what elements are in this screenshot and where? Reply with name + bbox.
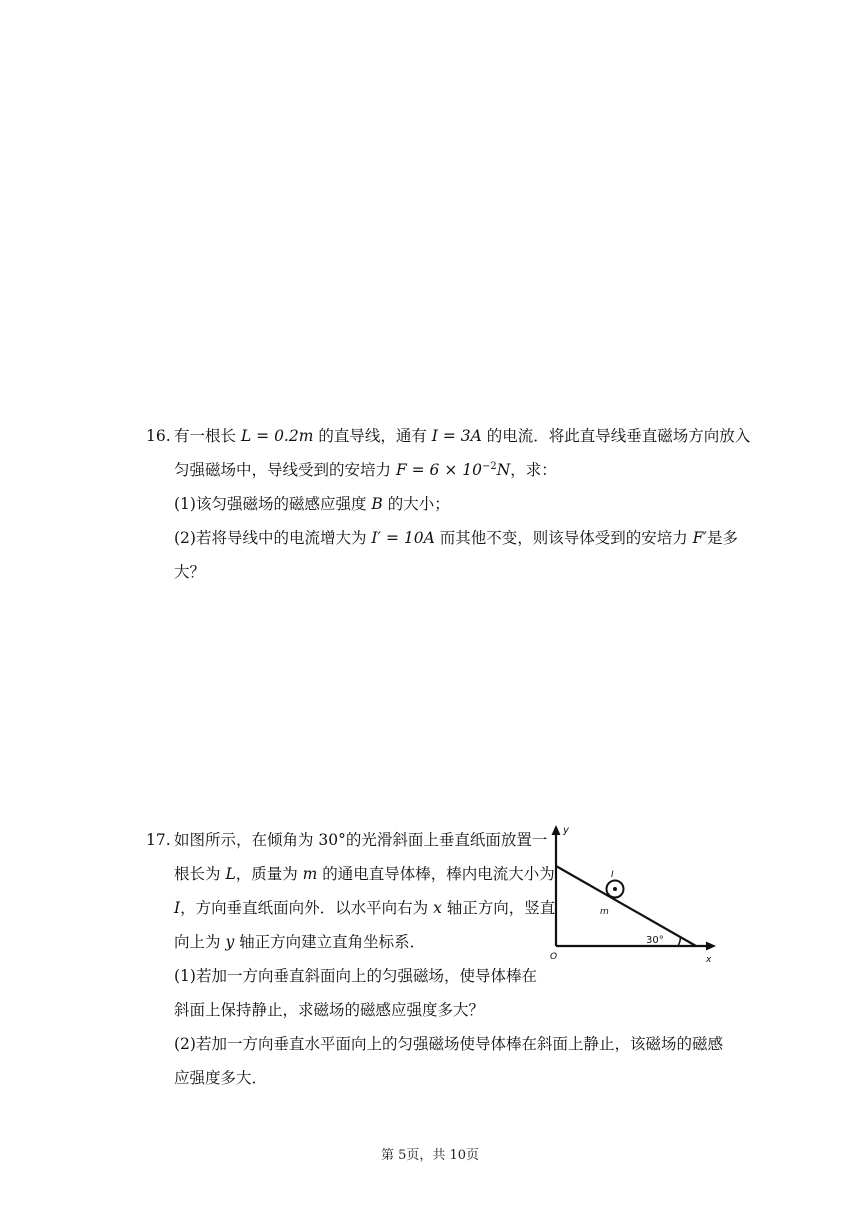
text: 轴正方向，竖直 (441, 899, 556, 917)
math-y: y (225, 933, 235, 951)
question-number: 17. (146, 831, 171, 849)
question-16-line-2 (174, 460, 557, 480)
text: (1)该匀强磁场的磁感应强度 (174, 495, 372, 513)
incline-line (556, 866, 696, 946)
text: 的直导线，通有 (313, 427, 432, 445)
page-footer: 第 5页，共 10页 (380, 1148, 480, 1163)
text: 的通电直导体棒，棒内电流大小为 (317, 865, 555, 883)
question-17-part-2-line-1: (2)若加一方向垂直水平面向上的匀强磁场使导体棒在斜面上静止，该磁场的磁感 (174, 1035, 723, 1053)
text: ，方向垂直纸面向外．以水平向右为 (180, 899, 434, 917)
text: 的电流．将此直导线垂直磁场方向放入 (481, 427, 751, 445)
question-16-line-1 (174, 426, 750, 446)
math-force: F = 6 × 10 (395, 461, 482, 479)
math-x: x (433, 899, 442, 917)
text: ，质量为 (235, 865, 303, 883)
math-i: I (174, 899, 181, 917)
incline-figure (548, 822, 720, 964)
question-16-part-2 (174, 528, 738, 548)
math-current: I = 3A (431, 427, 482, 445)
angle-arc (678, 937, 680, 946)
math-m: m (302, 865, 318, 883)
y-axis-label: y (563, 825, 569, 836)
question-17-line-1: 如图所示，在倾角为 30°的光滑斜面上垂直纸面放置一 (174, 831, 548, 849)
text: 根长为 (174, 865, 226, 883)
math-unit: N (496, 461, 511, 479)
text: 大？ (174, 563, 206, 581)
x-axis-arrow-icon (706, 942, 716, 951)
question-17-part-1-line-1: (1)若加一方向垂直斜面向上的匀强磁场，使导体棒在 (174, 967, 537, 985)
math-exponent: −2 (481, 461, 497, 472)
current-out-dot-icon (613, 887, 617, 891)
text: 而其他不变，则该导体受到的安培力 (434, 529, 693, 547)
question-17-line-3 (174, 898, 555, 918)
angle-label: 30° (646, 935, 664, 946)
question-17-line-2 (174, 864, 555, 884)
question-16-part-1 (174, 494, 450, 514)
y-axis-arrow-icon (552, 825, 561, 835)
text: 匀强磁场中，导线受到的安培力 (174, 461, 396, 479)
question-number: 16. (146, 427, 171, 445)
mass-label: m (600, 907, 609, 917)
text: (2)若将导线中的电流增大为 (174, 529, 372, 547)
question-16-part-2-cont (174, 562, 205, 582)
current-label: I (611, 870, 614, 880)
x-axis-label: x (706, 955, 712, 964)
math-new-force: F′ (692, 529, 707, 547)
question-17-part-1-line-2: 斜面上保持静止，求磁场的磁感应强度多大？ (174, 1001, 485, 1019)
text: 向上为 (174, 933, 226, 951)
text: 有一根长 (174, 427, 241, 445)
question-17-part-2-line-2: 应强度多大． (174, 1069, 268, 1087)
origin-label: O (550, 952, 558, 962)
text: 的大小； (382, 495, 450, 513)
text: ，求： (510, 461, 557, 479)
question-17-line-4 (174, 932, 425, 952)
math-length: L = 0.2m (240, 427, 314, 445)
text: 轴正方向建立直角坐标系． (234, 933, 426, 951)
math-b: B (371, 495, 383, 513)
text: 是多 (706, 529, 738, 547)
math-new-current: I′ = 10A (371, 529, 435, 547)
math-l: L (225, 865, 236, 883)
